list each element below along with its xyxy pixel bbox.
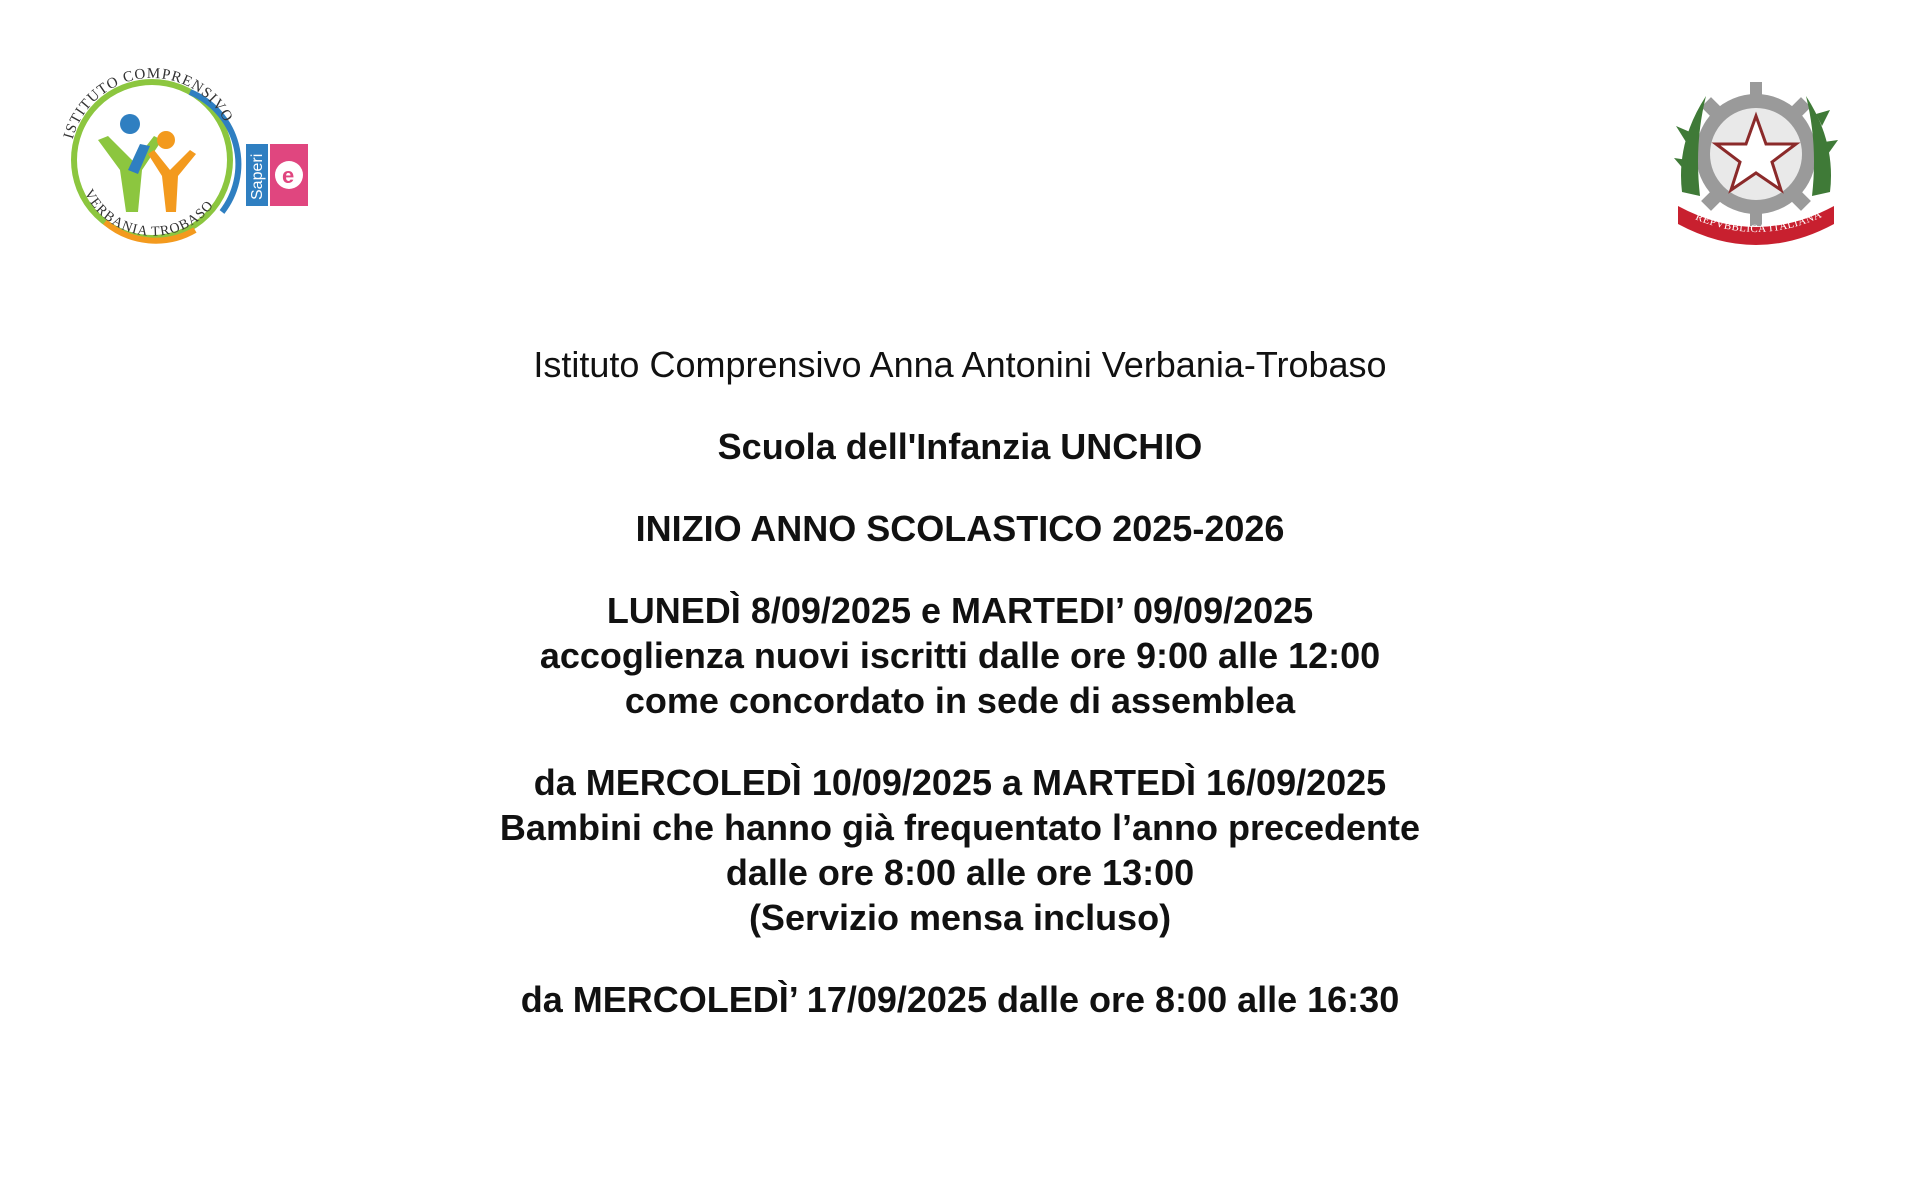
institute-name: Istituto Comprensivo Anna Antonini Verbania-Trobaso [533,344,1387,385]
emblem-ribbon-text: REPVBBLICA ITALIANA [1693,208,1824,236]
institute-section [0,342,1920,387]
logo-ring-bottom-text: VERBANIA TROBASO [80,187,218,240]
returning-children-hours: dalle ore 8:00 alle ore 13:00 [725,852,1195,893]
new-enrollment-hours: accoglienza nuovi iscritti dalle ore 9:00 alle 12:00 [539,635,1381,676]
emblem-graphic [1672,72,1840,256]
logo-ring-top-text: ISTITUTO COMPRENSIVO [60,65,236,141]
logo-badge-text: Saperi [249,153,266,200]
full-schedule-line: da MERCOLEDÌ’ 17/09/2025 dalle ore 8:00 alle 16:30 [520,979,1400,1020]
school-section [0,424,1920,469]
announcement-content [0,342,1920,1022]
logo-badge-letter: e [282,163,295,188]
new-enrollment-block [0,588,1920,723]
italian-republic-emblem [1672,72,1840,256]
returning-children-block [0,760,1920,940]
returning-children-dates: da MERCOLEDÌ 10/09/2025 a MARTEDÌ 16/09/2025 [533,762,1387,803]
returning-children-description: Bambini che hanno già frequentato l’anno precedente [499,807,1421,848]
announcement-title: INIZIO ANNO SCOLASTICO 2025-2026 [635,508,1285,549]
school-logo [50,62,310,252]
returning-children-note: (Servizio mensa incluso) [748,897,1172,938]
school-name: Scuola dell'Infanzia UNCHIO [717,426,1203,467]
full-schedule-block [0,977,1920,1022]
title-section [0,506,1920,551]
svg-text:ISTITUTO COMPRENSIVO [61,66,236,141]
svg-text:VERBANIA TROBASO [81,187,218,240]
school-logo-graphic [50,62,310,252]
new-enrollment-dates: LUNEDÌ 8/09/2025 e MARTEDI’ 09/09/2025 [606,590,1314,631]
new-enrollment-note: come concordato in sede di assemblea [624,680,1296,721]
